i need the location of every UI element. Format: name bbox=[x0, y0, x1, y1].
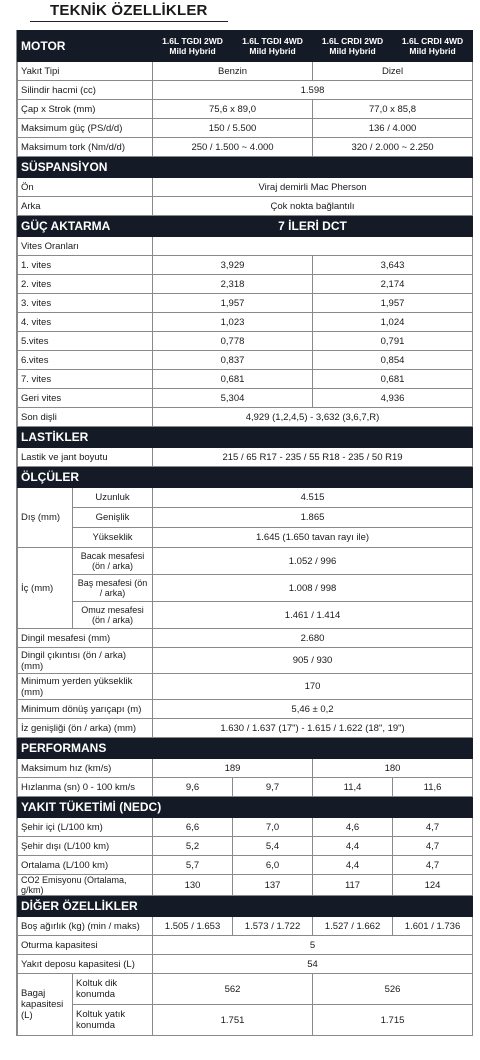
cell-value: 170 bbox=[153, 674, 473, 700]
cell-value: 1,957 bbox=[313, 294, 473, 313]
row-label: Minimum dönüş yarıçapı (m) bbox=[18, 700, 153, 719]
section-motor bbox=[18, 31, 473, 62]
table-row bbox=[18, 700, 473, 719]
table-row bbox=[18, 974, 473, 1005]
row-label: Uzunluk bbox=[73, 488, 153, 508]
cell-value: 4,7 bbox=[393, 837, 473, 856]
row-label: 6.vites bbox=[18, 351, 153, 370]
table-row bbox=[18, 178, 473, 197]
cell-value: 5,2 bbox=[153, 837, 233, 856]
section-heading: MOTOR bbox=[18, 31, 153, 62]
cell-value: 0,837 bbox=[153, 351, 313, 370]
row-label: Maksimum tork (Nm/d/d) bbox=[18, 138, 153, 157]
table-row bbox=[18, 508, 473, 528]
cell-value: 3,929 bbox=[153, 256, 313, 275]
cell-value: 4,4 bbox=[313, 856, 393, 875]
row-label: 4. vites bbox=[18, 313, 153, 332]
table-row bbox=[18, 100, 473, 119]
cell-value: 9,7 bbox=[233, 778, 313, 797]
cell-value: 1.008 / 998 bbox=[153, 575, 473, 602]
cell-value: 0,681 bbox=[153, 370, 313, 389]
group-label: Bagaj kapasitesi (L) bbox=[18, 974, 73, 1036]
cell-value: Viraj demirli Mac Pherson bbox=[153, 178, 473, 197]
cell-value: 320 / 2.000 ~ 2.250 bbox=[313, 138, 473, 157]
table-row bbox=[18, 488, 473, 508]
group-label: Dış (mm) bbox=[18, 488, 73, 548]
table-row bbox=[18, 955, 473, 974]
spec-sheet bbox=[16, 30, 473, 1036]
cell-value: 1.573 / 1.722 bbox=[233, 917, 313, 936]
cell-value: 5,7 bbox=[153, 856, 233, 875]
column-header: 1.6L TGDI 4WD Mild Hybrid bbox=[233, 31, 313, 62]
table-row bbox=[18, 778, 473, 797]
section-heading: YAKIT TÜKETİMİ (NEDC) bbox=[18, 797, 473, 818]
row-label: 3. vites bbox=[18, 294, 153, 313]
table-row bbox=[18, 936, 473, 955]
cell-value: Dizel bbox=[313, 62, 473, 81]
cell-value: 562 bbox=[153, 974, 313, 1005]
cell-value: 9,6 bbox=[153, 778, 233, 797]
row-label: Koltuk dik konumda bbox=[73, 974, 153, 1005]
section-heading: LASTİKLER bbox=[18, 427, 473, 448]
row-label: Yakıt deposu kapasitesi (L) bbox=[18, 955, 153, 974]
cell-value: Çok nokta bağlantılı bbox=[153, 197, 473, 216]
cell-value: 2.680 bbox=[153, 629, 473, 648]
row-label: Genişlik bbox=[73, 508, 153, 528]
table-row bbox=[18, 389, 473, 408]
cell-value: 117 bbox=[313, 875, 393, 896]
title-underline bbox=[30, 21, 228, 22]
row-label: Yükseklik bbox=[73, 528, 153, 548]
table-row bbox=[18, 448, 473, 467]
table-row bbox=[18, 197, 473, 216]
cell-value: 250 / 1.500 ~ 4.000 bbox=[153, 138, 313, 157]
cell-value: 4,7 bbox=[393, 856, 473, 875]
row-label: Hızlanma (sn) 0 - 100 km/s bbox=[18, 778, 153, 797]
spec-table bbox=[17, 30, 473, 1036]
table-row bbox=[18, 875, 473, 896]
cell-value: 0,854 bbox=[313, 351, 473, 370]
row-label: Boş ağırlık (kg) (min / maks) bbox=[18, 917, 153, 936]
cell-value: 4,6 bbox=[313, 818, 393, 837]
column-header: 1.6L TGDI 2WD Mild Hybrid bbox=[153, 31, 233, 62]
row-label: Minimum yerden yükseklik (mm) bbox=[18, 674, 153, 700]
cell-value: 4,4 bbox=[313, 837, 393, 856]
table-row bbox=[18, 548, 473, 575]
cell-value: 6,0 bbox=[233, 856, 313, 875]
section-tires bbox=[18, 427, 473, 448]
section-suspension bbox=[18, 157, 473, 178]
table-row bbox=[18, 275, 473, 294]
cell-value: Benzin bbox=[153, 62, 313, 81]
cell-value: 4.515 bbox=[153, 488, 473, 508]
cell-value: 5 bbox=[153, 936, 473, 955]
table-row bbox=[18, 602, 473, 629]
section-dimensions bbox=[18, 467, 473, 488]
row-label: 7. vites bbox=[18, 370, 153, 389]
cell-value: 2,174 bbox=[313, 275, 473, 294]
row-label: Çap x Strok (mm) bbox=[18, 100, 153, 119]
table-row bbox=[18, 674, 473, 700]
cell-value: 1.527 / 1.662 bbox=[313, 917, 393, 936]
section-heading: GÜÇ AKTARMA bbox=[18, 216, 153, 237]
section-fuel bbox=[18, 797, 473, 818]
column-header: 1.6L CRDI 4WD Mild Hybrid bbox=[393, 31, 473, 62]
section-other bbox=[18, 896, 473, 917]
cell-value: 124 bbox=[393, 875, 473, 896]
row-label: Omuz mesafesi (ön / arka) bbox=[73, 602, 153, 629]
cell-value: 1.865 bbox=[153, 508, 473, 528]
cell-value: 215 / 65 R17 - 235 / 55 R18 - 235 / 50 R19 bbox=[153, 448, 473, 467]
column-header: 1.6L CRDI 2WD Mild Hybrid bbox=[313, 31, 393, 62]
cell-value: 77,0 x 85,8 bbox=[313, 100, 473, 119]
row-label: Şehir içi (L/100 km) bbox=[18, 818, 153, 837]
row-label: Şehir dışı (L/100 km) bbox=[18, 837, 153, 856]
page-title: TEKNİK ÖZELLİKLER bbox=[50, 2, 208, 19]
cell-value: 189 bbox=[153, 759, 313, 778]
cell-value: 1,024 bbox=[313, 313, 473, 332]
table-row bbox=[18, 351, 473, 370]
row-label: Vites Oranları bbox=[18, 237, 153, 256]
cell-value: 137 bbox=[233, 875, 313, 896]
cell-value: 2,318 bbox=[153, 275, 313, 294]
cell-value: 5,4 bbox=[233, 837, 313, 856]
cell-value: 0,681 bbox=[313, 370, 473, 389]
cell-value: 136 / 4.000 bbox=[313, 119, 473, 138]
cell-value: 1,023 bbox=[153, 313, 313, 332]
table-row bbox=[18, 629, 473, 648]
cell-value: 1.052 / 996 bbox=[153, 548, 473, 575]
table-row bbox=[18, 332, 473, 351]
row-label: Ön bbox=[18, 178, 153, 197]
row-label: Maksimum hız (km/s) bbox=[18, 759, 153, 778]
cell-value: 3,643 bbox=[313, 256, 473, 275]
row-label: Geri vites bbox=[18, 389, 153, 408]
table-row bbox=[18, 818, 473, 837]
cell-value: 1,957 bbox=[153, 294, 313, 313]
row-label: Ortalama (L/100 km) bbox=[18, 856, 153, 875]
table-row bbox=[18, 81, 473, 100]
cell-value: 180 bbox=[313, 759, 473, 778]
cell-value: 0,778 bbox=[153, 332, 313, 351]
group-label: İç (mm) bbox=[18, 548, 73, 629]
cell-value: 1.505 / 1.653 bbox=[153, 917, 233, 936]
cell-value: 905 / 930 bbox=[153, 648, 473, 674]
row-label: Son dişli bbox=[18, 408, 153, 427]
cell-value: 1.751 bbox=[153, 1005, 313, 1036]
section-heading: DİĞER ÖZELLİKLER bbox=[18, 896, 473, 917]
row-label: 5.vites bbox=[18, 332, 153, 351]
table-row bbox=[18, 237, 473, 256]
row-label: Dingil mesafesi (mm) bbox=[18, 629, 153, 648]
cell-value: 7,0 bbox=[233, 818, 313, 837]
section-heading: PERFORMANS bbox=[18, 738, 473, 759]
cell-value: 11,6 bbox=[393, 778, 473, 797]
table-row bbox=[18, 294, 473, 313]
table-row bbox=[18, 138, 473, 157]
table-row bbox=[18, 856, 473, 875]
cell-value: 1.601 / 1.736 bbox=[393, 917, 473, 936]
row-label: Maksimum güç (PS/d/d) bbox=[18, 119, 153, 138]
section-transmission bbox=[18, 216, 473, 237]
cell-value: 6,6 bbox=[153, 818, 233, 837]
cell-value: 5,304 bbox=[153, 389, 313, 408]
table-row bbox=[18, 528, 473, 548]
row-label: Dingil çıkıntısı (ön / arka) (mm) bbox=[18, 648, 153, 674]
cell-value: 4,936 bbox=[313, 389, 473, 408]
table-row bbox=[18, 917, 473, 936]
table-row bbox=[18, 313, 473, 332]
table-row bbox=[18, 837, 473, 856]
table-row bbox=[18, 62, 473, 81]
table-row bbox=[18, 408, 473, 427]
table-row bbox=[18, 256, 473, 275]
row-label: Bacak mesafesi (ön / arka) bbox=[73, 548, 153, 575]
row-label: 2. vites bbox=[18, 275, 153, 294]
row-label: Arka bbox=[18, 197, 153, 216]
table-row bbox=[18, 648, 473, 674]
section-heading: SÜSPANSİYON bbox=[18, 157, 473, 178]
cell-value: 4,7 bbox=[393, 818, 473, 837]
table-row bbox=[18, 575, 473, 602]
table-row bbox=[18, 759, 473, 778]
row-label: Silindir hacmi (cc) bbox=[18, 81, 153, 100]
cell-value: 130 bbox=[153, 875, 233, 896]
row-label: Yakıt Tipi bbox=[18, 62, 153, 81]
section-performance bbox=[18, 738, 473, 759]
row-label: Lastik ve jant boyutu bbox=[18, 448, 153, 467]
cell-value: 1.598 bbox=[153, 81, 473, 100]
cell-value: 4,929 (1,2,4,5) - 3,632 (3,6,7,R) bbox=[153, 408, 473, 427]
cell-value: 11,4 bbox=[313, 778, 393, 797]
row-label: Baş mesafesi (ön / arka) bbox=[73, 575, 153, 602]
cell-value: 5,46 ± 0,2 bbox=[153, 700, 473, 719]
row-label: 1. vites bbox=[18, 256, 153, 275]
cell-value: 54 bbox=[153, 955, 473, 974]
row-label: Oturma kapasitesi bbox=[18, 936, 153, 955]
section-heading: ÖLÇÜLER bbox=[18, 467, 473, 488]
cell-value: 1.645 (1.650 tavan rayı ile) bbox=[153, 528, 473, 548]
table-row bbox=[18, 719, 473, 738]
table-row bbox=[18, 119, 473, 138]
row-label: İz genişliği (ön / arka) (mm) bbox=[18, 719, 153, 738]
cell-value: 526 bbox=[313, 974, 473, 1005]
row-label: CO2 Emisyonu (Ortalama, g/km) bbox=[18, 875, 153, 896]
cell-value: 0,791 bbox=[313, 332, 473, 351]
cell-value: 150 / 5.500 bbox=[153, 119, 313, 138]
row-label: Koltuk yatık konumda bbox=[73, 1005, 153, 1036]
cell-value: 1.461 / 1.414 bbox=[153, 602, 473, 629]
cell-value: 1.715 bbox=[313, 1005, 473, 1036]
cell-value: 1.630 / 1.637 (17") - 1.615 / 1.622 (18", 19") bbox=[153, 719, 473, 738]
transmission-type: 7 İLERİ DCT bbox=[153, 216, 473, 237]
cell-value: 75,6 x 89,0 bbox=[153, 100, 313, 119]
table-row bbox=[18, 370, 473, 389]
table-row bbox=[18, 1005, 473, 1036]
cell-empty bbox=[153, 237, 473, 256]
